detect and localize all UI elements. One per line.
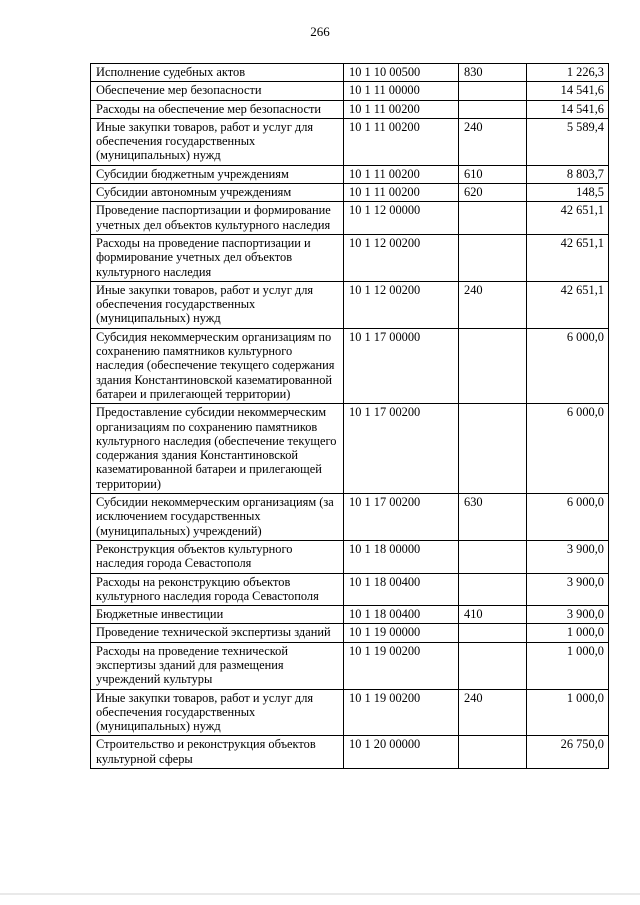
row-type-cell	[459, 573, 527, 606]
table-row	[91, 234, 609, 281]
row-code-cell: 10 1 12 00000	[344, 202, 459, 235]
row-type-cell	[459, 202, 527, 235]
row-name-cell: Проведение паспортизации и формирование учетных дел объектов культурного наследия	[91, 202, 344, 235]
row-code-cell: 10 1 19 00000	[344, 624, 459, 642]
table-row	[91, 494, 609, 541]
row-sum-cell: 14 541,6	[527, 82, 609, 100]
row-code-cell: 10 1 11 00200	[344, 165, 459, 183]
row-name-cell: Субсидия некоммерческим организациям по сохранению памятников культурного наследия (обеспечение текущего содержания здания Константиновской казематированной батареи и прилегающей территории)	[91, 328, 344, 403]
row-type-cell	[459, 328, 527, 403]
row-code-cell: 10 1 19 00200	[344, 642, 459, 689]
row-sum-cell: 1 226,3	[527, 64, 609, 82]
table-row	[91, 328, 609, 403]
row-code-cell: 10 1 19 00200	[344, 689, 459, 736]
table-row	[91, 404, 609, 494]
table-row	[91, 100, 609, 118]
row-code-cell: 10 1 11 00200	[344, 184, 459, 202]
row-code-cell: 10 1 17 00200	[344, 404, 459, 494]
row-type-cell	[459, 642, 527, 689]
table-row	[91, 573, 609, 606]
row-name-cell: Расходы на проведение технической экспертизы зданий для размещения учреждений культуры	[91, 642, 344, 689]
row-name-cell: Расходы на реконструкцию объектов культурного наследия города Севастополя	[91, 573, 344, 606]
row-name-cell: Расходы на обеспечение мер безопасности	[91, 100, 344, 118]
table-row	[91, 281, 609, 328]
row-type-cell: 410	[459, 606, 527, 624]
table-row	[91, 165, 609, 183]
row-name-cell: Строительство и реконструкция объектов культурной сферы	[91, 736, 344, 769]
row-sum-cell: 5 589,4	[527, 118, 609, 165]
row-name-cell: Реконструкция объектов культурного наследия города Севастополя	[91, 540, 344, 573]
row-code-cell: 10 1 17 00000	[344, 328, 459, 403]
row-code-cell: 10 1 12 00200	[344, 281, 459, 328]
row-code-cell: 10 1 12 00200	[344, 234, 459, 281]
row-code-cell: 10 1 11 00200	[344, 118, 459, 165]
row-name-cell: Исполнение судебных актов	[91, 64, 344, 82]
row-name-cell: Субсидии автономным учреждениям	[91, 184, 344, 202]
table-row	[91, 540, 609, 573]
row-name-cell: Бюджетные инвестиции	[91, 606, 344, 624]
page-number: 266	[310, 24, 330, 39]
row-type-cell	[459, 736, 527, 769]
row-name-cell: Иные закупки товаров, работ и услуг для обеспечения государственных (муниципальных) нужд	[91, 281, 344, 328]
row-type-cell: 830	[459, 64, 527, 82]
row-sum-cell: 14 541,6	[527, 100, 609, 118]
scan-edge-line	[0, 893, 640, 895]
row-sum-cell: 26 750,0	[527, 736, 609, 769]
row-sum-cell: 6 000,0	[527, 404, 609, 494]
budget-table	[90, 63, 609, 769]
row-sum-cell: 6 000,0	[527, 328, 609, 403]
table-row	[91, 202, 609, 235]
row-name-cell: Обеспечение мер безопасности	[91, 82, 344, 100]
row-type-cell: 610	[459, 165, 527, 183]
row-name-cell: Субсидии бюджетным учреждениям	[91, 165, 344, 183]
row-type-cell	[459, 82, 527, 100]
row-code-cell: 10 1 20 00000	[344, 736, 459, 769]
row-type-cell	[459, 540, 527, 573]
row-sum-cell: 1 000,0	[527, 689, 609, 736]
row-name-cell: Субсидии некоммерческим организациям (за исключением государственных (муниципальных) учреждений)	[91, 494, 344, 541]
table-row	[91, 184, 609, 202]
table-row	[91, 82, 609, 100]
table-row	[91, 118, 609, 165]
row-type-cell	[459, 624, 527, 642]
row-sum-cell: 8 803,7	[527, 165, 609, 183]
row-sum-cell: 1 000,0	[527, 642, 609, 689]
row-sum-cell: 3 900,0	[527, 573, 609, 606]
row-sum-cell: 42 651,1	[527, 281, 609, 328]
row-type-cell	[459, 404, 527, 494]
row-code-cell: 10 1 17 00200	[344, 494, 459, 541]
table-row	[91, 642, 609, 689]
row-code-cell: 10 1 18 00000	[344, 540, 459, 573]
table-row	[91, 64, 609, 82]
row-type-cell: 240	[459, 689, 527, 736]
row-code-cell: 10 1 11 00200	[344, 100, 459, 118]
row-type-cell	[459, 100, 527, 118]
table-row	[91, 624, 609, 642]
table-row	[91, 606, 609, 624]
row-name-cell: Иные закупки товаров, работ и услуг для обеспечения государственных (муниципальных) нужд	[91, 689, 344, 736]
row-type-cell: 240	[459, 281, 527, 328]
row-code-cell: 10 1 10 00500	[344, 64, 459, 82]
row-type-cell: 620	[459, 184, 527, 202]
row-sum-cell: 42 651,1	[527, 202, 609, 235]
row-sum-cell: 42 651,1	[527, 234, 609, 281]
row-type-cell: 240	[459, 118, 527, 165]
row-name-cell: Иные закупки товаров, работ и услуг для обеспечения государственных (муниципальных) нужд	[91, 118, 344, 165]
row-name-cell: Предоставление субсидии некоммерческим организациям по сохранению памятников культурного наследия (обеспечение текущего содержания здания Константиновской казематированной батареи и прилегающей территории)	[91, 404, 344, 494]
table-row	[91, 689, 609, 736]
table-row	[91, 736, 609, 769]
row-code-cell: 10 1 18 00400	[344, 606, 459, 624]
row-type-cell: 630	[459, 494, 527, 541]
row-sum-cell: 6 000,0	[527, 494, 609, 541]
row-code-cell: 10 1 11 00000	[344, 82, 459, 100]
row-name-cell: Проведение технической экспертизы зданий	[91, 624, 344, 642]
row-sum-cell: 148,5	[527, 184, 609, 202]
row-sum-cell: 3 900,0	[527, 606, 609, 624]
budget-table-body	[91, 64, 609, 769]
row-code-cell: 10 1 18 00400	[344, 573, 459, 606]
row-name-cell: Расходы на проведение паспортизации и формирование учетных дел объектов культурного наследия	[91, 234, 344, 281]
row-sum-cell: 3 900,0	[527, 540, 609, 573]
row-sum-cell: 1 000,0	[527, 624, 609, 642]
row-type-cell	[459, 234, 527, 281]
